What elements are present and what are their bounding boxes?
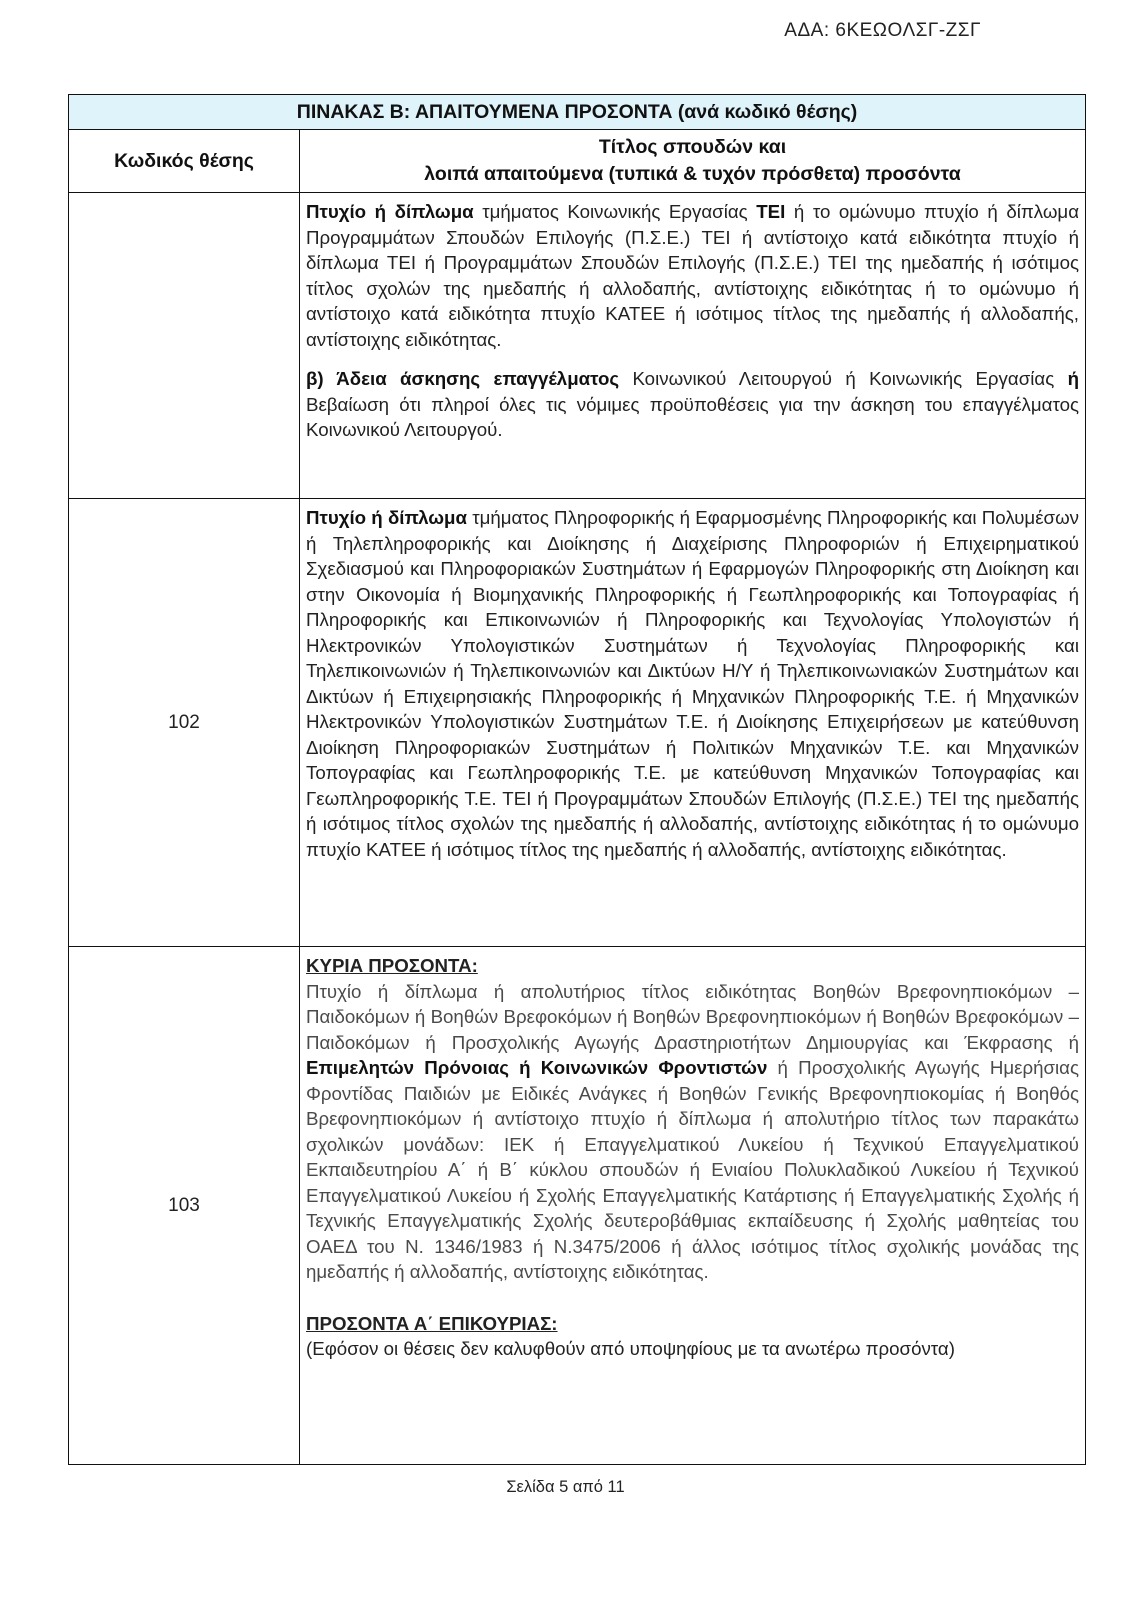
column-header-title-line1: Τίτλος σπουδών και (598, 136, 787, 158)
row-code: 103 (69, 947, 300, 1465)
requirement-paragraph: Πτυχίο ή δίπλωμα τμήματος Κοινωνικής Εργασίας ΤΕΙ ή το ομώνυμο πτυχίο ή δίπλωμα Προγραμμάτων Σπουδών Επιλογής (Π.Σ.Ε.) ΤΕΙ ή αντίστοιχο κατά ειδικότητα πτυχίο ή δίπλωμα ΤΕΙ ή Προγραμμάτων Σπουδών Επιλογής (Π.Σ.Ε.) ΤΕΙ της ημεδαπής ή ισότιμος τίτλος σχολών της ημεδαπής ή αλλοδαπής, αντίστοιχης ειδικότητας ή το ομώνυμο ή αντίστοιχο κατά ειδικότητα πτυχίο ΚΑΤΕΕ ή ισότιμος τίτλος της ημεδαπής ή αλλοδαπής, αντίστοιχης ειδικότητας. (306, 201, 1079, 350)
main-qualifications-heading: ΚΥΡΙΑ ΠΡΟΣΟΝΤΑ: (306, 955, 478, 976)
column-header-title (300, 130, 1086, 193)
table-row (69, 193, 1086, 499)
requirement-lead: Πτυχίο ή δίπλωμα (306, 201, 474, 222)
row-requirements (300, 193, 1086, 499)
page-number: Σελίδα 5 από 11 (506, 1478, 625, 1496)
requirement-lead: Πτυχίο ή δίπλωμα (306, 507, 467, 528)
row-code (69, 193, 300, 499)
auxiliary-qualifications-text: (Εφόσον οι θέσεις δεν καλυφθούν από υποψηφίους με τα ανωτέρω προσόντα) (306, 1338, 955, 1359)
column-header-title-line2: λοιπά απαιτούμενα (τυπικά & τυχόν πρόσθετα) προσόντα (424, 163, 961, 185)
row-requirements (300, 947, 1086, 1465)
row-requirements (300, 499, 1086, 947)
main-qualifications-text: Πτυχίο ή δίπλωμα ή απολυτήριος τίτλος ειδικότητας Βοηθών Βρεφονηπιοκόμων – Παιδοκόμων ή Βοηθών Βρεφοκόμων ή Βοηθών Βρεφονηπιοκόμων ή Βοηθών Βρεφοκόμων – Παιδοκόμων ή Προσχολικής Αγωγής Δραστηριοτήτων Δημιουργίας και Έκφρασης ή Επιμελητών Πρόνοιας ή Κοινωνικών Φροντιστών ή Προσχολικής Αγωγής Ημερήσιας Φροντίδας Παιδιών με Ειδικές Ανάγκες ή Βοηθών Γενικής Βρεφονηπιοκομίας ή Βοηθός Βρεφονηπιοκόμων ή αντίστοιχο πτυχίο ή δίπλωμα ή απολυτήριο τίτλος των παρακάτω σχολικών μονάδων: ΙΕΚ ή Επαγγελματικού Λυκείου ή Τεχνικού Επαγγελματικού Εκπαιδευτηρίου Α΄ ή Β΄ κύκλου σπουδών ή Ενιαίου Πολυκλαδικού Λυκείου ή Τεχνικού Επαγγελματικού Λυκείου ή Σχολής Επαγγελματικής Κατάρτισης ή Επαγγελματικής Σχολής ή Τεχνικής Επαγγελματικής Σχολής δευτεροβάθμιας εκπαίδευσης ή Σχολής μαθητείας του ΟΑΕΔ του Ν. 1346/1983 ή Ν.3475/2006 ή άλλος ισότιμος τίτλος σχολικής μονάδας της ημεδαπής ή αλλοδαπής, αντίστοιχης ειδικότητας. (306, 980, 1079, 1282)
column-header-code: Κωδικός θέσης (69, 130, 300, 193)
table-title: ΠΙΝΑΚΑΣ Β: ΑΠΑΙΤΟΥΜΕΝΑ ΠΡΟΣΟΝΤΑ (ανά κωδικό θέσης) (69, 95, 1086, 130)
table-title-row (69, 95, 1086, 130)
table-row (69, 499, 1086, 947)
table-row (69, 947, 1086, 1465)
license-lead: β) Άδεια άσκησης επαγγέλματος (306, 368, 620, 389)
table-header-row (69, 130, 1086, 193)
license-paragraph: β) Άδεια άσκησης επαγγέλματος Κοινωνικού Λειτουργού ή Κοινωνικής Εργασίας ή Βεβαίωση ότι πληροί όλες τις νόμιμες προϋποθέσεις για την άσκηση του επαγγέλματος Κοινωνικού Λειτουργού. (306, 368, 1079, 440)
ada-code: ΑΔΑ: 6ΚΕΩΟΛΣΓ-ΖΣΓ (784, 20, 981, 41)
requirements-table (68, 94, 1086, 1465)
row-code: 102 (69, 499, 300, 947)
requirement-paragraph: Πτυχίο ή δίπλωμα τμήματος Πληροφορικής ή Εφαρμοσμένης Πληροφορικής και Πολυμέσων ή Τηλεπληροφορικής και Διοίκησης ή Διαχείρισης Πληροφοριών ή Επιχειρηματικού Σχεδιασμού και Πληροφοριακών Συστημάτων ή Εφαρμογών Πληροφορικής στη Διοίκηση και στην Οικονομία ή Βιομηχανικής Πληροφορικής ή Γεωπληροφορικής και Τοπογραφίας ή Πληροφορικής και Επικοινωνιών ή Πληροφορικής και Τεχνολογίας Υπολογιστών ή Ηλεκτρονικών Υπολογιστικών Συστημάτων ή Τεχνολογίας Πληροφορικής και Τηλεπικοινωνιών ή Τηλεπικοινωνιών και Δικτύων Η/Υ ή Τηλεπικοινωνιακών Συστημάτων και Δικτύων ή Επιχειρησιακής Πληροφορικής ή Μηχανικών Πληροφορικής Τ.Ε. ή Μηχανικών Ηλεκτρονικών Υπολογιστικών Συστημάτων Τ.Ε. ή Διοίκησης Επιχειρήσεων με κατεύθυνση Διοίκηση Πληροφοριακών Συστημάτων ή Πολιτικών Μηχανικών Τ.Ε. και Μηχανικών Τοπογραφίας και Γεωπληροφορικής Τ.Ε. με κατεύθυνση Μηχανικών Τοπογραφίας και Γεωπληροφορικής Τ.Ε. ΤΕΙ ή Προγραμμάτων Σπουδών Επιλογής (Π.Σ.Ε.) ΤΕΙ της ημεδαπής ή ισότιμος τίτλος σχολών της ημεδαπής ή αλλοδαπής, αντίστοιχης ειδικότητας ή το ομώνυμο πτυχίο ΚΑΤΕΕ ή ισότιμος τίτλος της ημεδαπής ή αλλοδαπής, αντίστοιχης ειδικότητας. (306, 507, 1079, 860)
auxiliary-qualifications-heading: ΠΡΟΣΟΝΤΑ Α΄ ΕΠΙΚΟΥΡΙΑΣ: (306, 1312, 558, 1334)
